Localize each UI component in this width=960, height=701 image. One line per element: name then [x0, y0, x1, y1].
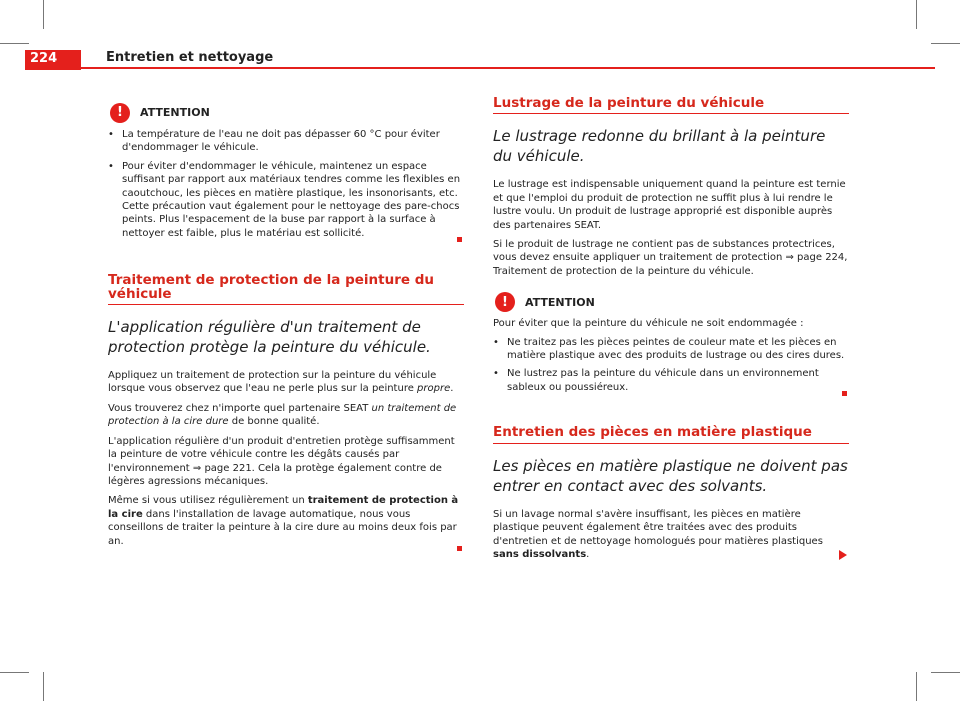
crop-mark [0, 672, 29, 673]
bullet-icon: • [493, 368, 499, 380]
attention-bullet-text: La température de l'eau ne doit pas dépasser 60 °C pour éviter d'endommager le véhicule. [122, 129, 440, 154]
attention-bullet [108, 128, 464, 155]
exclamation-circle-icon: ! [110, 103, 130, 123]
crop-mark [916, 0, 917, 29]
left-column [108, 103, 464, 551]
right-column [493, 97, 849, 567]
section-title: Traitement de protection de la peinture du véhicule [108, 274, 464, 305]
attention-bullet-text: Pour éviter d'endommager le véhicule, maintenez un espace suffisant par rapport aux matériaux tendres comme les flexibles en caoutchouc, les pièces en matière plastique, les insonorisants, etc. Cette précaution vaut également pour le nettoyage des pare-chocs peints. Plus l'espacement de la buse par rapport à la surface à nettoyer est faible, plus le matériau est sollicité. [122, 160, 461, 239]
attention-intro: Pour éviter que la peinture du véhicule ne soit endommagée : [493, 318, 804, 330]
paragraph: Vous trouverez chez n'importe quel partenaire SEAT un traitement de protection à la cire dure de bonne qualité. [108, 402, 457, 428]
paragraph: Si le produit de lustrage ne contient pas de substances protectrices, vous devez ensuite appliquer un traitement de protection ⇒ page 224, Traitement de protection de la peinture du véhicule. [493, 239, 848, 277]
attention-bullet [108, 160, 464, 240]
crop-mark [916, 672, 917, 701]
end-of-section-mark [457, 546, 462, 551]
section-lede: Le lustrage redonne du brillant à la peinture du véhicule. [493, 127, 826, 166]
paragraph: Même si vous utilisez régulièrement un traitement de protection à la cire dans l'installation de lavage automatique, nous vous conseillons de traiter la peinture à la cire dure au moins deux fois par an. [108, 495, 459, 547]
bullet-icon: • [108, 129, 114, 140]
attention-bullet [493, 336, 849, 363]
crop-mark [0, 43, 29, 44]
bullet-icon: • [108, 160, 114, 172]
crop-mark [931, 672, 960, 673]
paragraph: Si un lavage normal s'avère insuffisant, les pièces en matière plastique peuvent également être traitées avec des produits d'entretien et de nettoyage homologués pour matières plastiques sans dissolvants. [493, 508, 849, 562]
attention-bullet-text: Ne lustrez pas la peinture du véhicule dans un environnement sableux ou poussiéreux. [507, 368, 819, 393]
header-rule [81, 67, 935, 69]
crop-mark [931, 43, 960, 44]
attention-label: ATTENTION [140, 106, 210, 120]
section-lede: L'application régulière d'un traitement de protection protège la peinture du véhicule. [108, 318, 431, 357]
section-title: Lustrage de la peinture du véhicule [493, 97, 849, 114]
bullet-icon: • [493, 336, 499, 348]
crop-mark [43, 0, 44, 29]
attention-header [108, 103, 464, 123]
exclamation-circle-icon: ! [495, 292, 515, 312]
attention-header [493, 292, 849, 312]
paragraph: Appliquez un traitement de protection sur la peinture du véhicule lorsque vous observez que l'eau ne perle plus sur la peinture propre. [108, 370, 454, 395]
section-title: Entretien des pièces en matière plastique [493, 426, 849, 443]
continue-arrow-icon [839, 550, 847, 560]
paragraph: Le lustrage est indispensable uniquement quand la peinture est ternie et que l'emploi du produit de protection ne suffit plus à lui rendre le lustre voulu. Un produit de lustrage approprié est disponible auprès des partenaires SEAT. [493, 179, 846, 231]
running-title: Entretien et nettoyage [106, 50, 274, 65]
crop-mark [43, 672, 44, 701]
paragraph: L'application régulière d'un produit d'entretien protège suffisamment la peinture de votre véhicule contre les dégâts causés par l'environnement ⇒ page 221. Cela la protège également contre de légères agressions mécaniques. [108, 435, 455, 487]
section-lede: Les pièces en matière plastique ne doivent pas entrer en contact avec des solvants. [493, 456, 848, 495]
attention-bullet-text: Ne traitez pas les pièces peintes de couleur mate et les pièces en matière plastique avec des produits de lustrage ou des cires dures. [507, 336, 845, 362]
attention-bullet [493, 367, 849, 394]
page-number: 224 [30, 51, 58, 66]
attention-label: ATTENTION [525, 295, 595, 309]
